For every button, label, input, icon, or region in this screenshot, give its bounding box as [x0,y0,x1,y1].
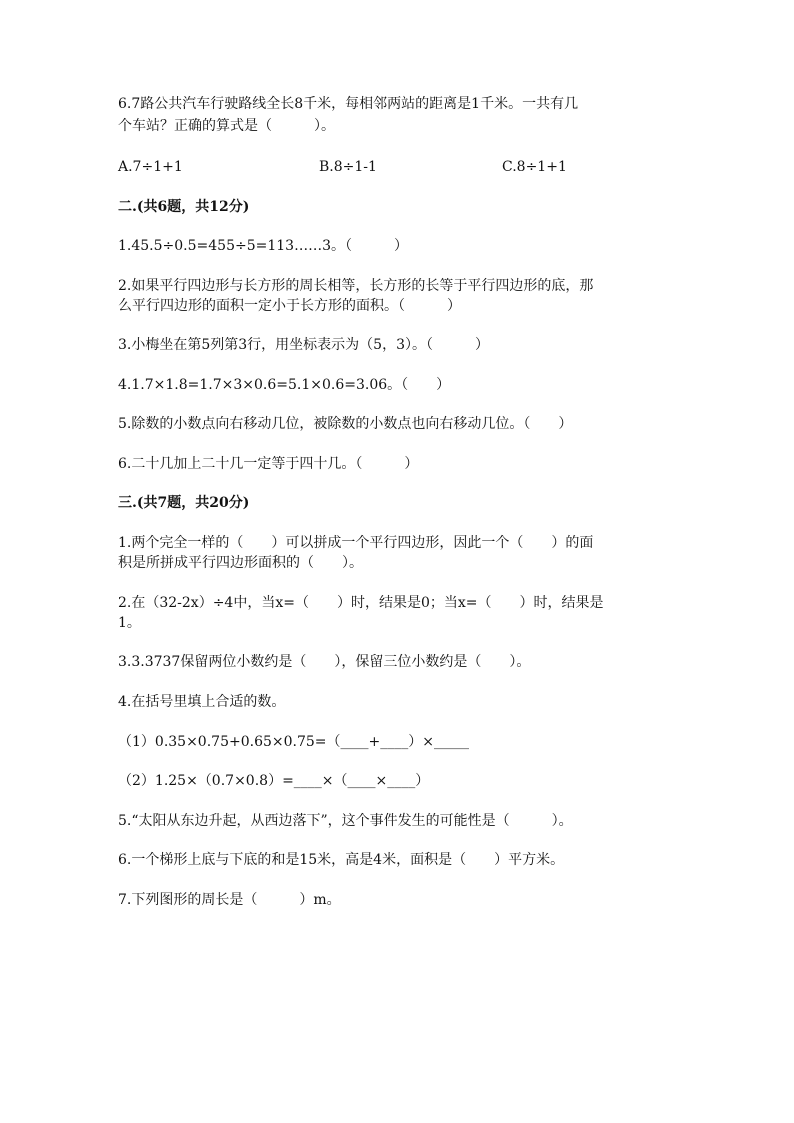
section-3-item-1-line-2: 积是所拼成平行四边形面积的（ ）。 [118,555,363,571]
section-2-item-1: 1.45.5÷0.5=455÷5=113……3。（ ） [118,238,408,254]
section-2-title: 二.(共6题，共12分) [118,199,250,215]
question-6-line-2: 个车站？正确的算式是（ ）。 [118,118,335,134]
section-3-item-6: 6.一个梯形上底与下底的和是15米，高是4米，面积是（ ）平方米。 [118,852,565,868]
section-3-title: 三.(共7题，共20分) [118,495,250,511]
section-3-item-5: 5.“太阳从东边升起，从西边落下”，这个事件发生的可能性是（ ）。 [118,813,573,829]
section-2-item-2-line-1: 2.如果平行四边形与长方形的周长相等，长方形的长等于平行四边形的底，那 [118,278,594,294]
section-3-item-7: 7.下列图形的周长是（ ）m。 [118,892,341,908]
option-a: A.7÷1+1 [118,159,183,175]
section-3-item-4: 4.在括号里填上合适的数。 [118,694,286,710]
section-2-item-5: 5.除数的小数点向右移动几位，被除数的小数点也向右移动几位。（ ） [118,416,573,432]
section-2-item-3: 3.小梅坐在第5列第3行，用坐标表示为（5，3）。（ ） [118,337,489,353]
section-2-item-2-line-2: 么平行四边形的面积一定小于长方形的面积。（ ） [118,298,461,314]
option-c: C.8÷1+1 [502,159,567,175]
section-3-item-1-line-1: 1.两个完全一样的（ ）可以拼成一个平行四边形，因此一个（ ）的面 [118,535,594,551]
option-b: B.8÷1-1 [319,159,377,175]
question-6-line-1: 6.7路公共汽车行驶路线全长8千米，每相邻两站的距离是1千米。一共有几 [118,96,579,112]
section-3-item-4-sub-2: （2）1.25×（0.7×0.8）=____×（____×____） [118,773,430,789]
section-2-item-4: 4.1.7×1.8=1.7×3×0.6=5.1×0.6=3.06。（ ） [118,377,451,393]
section-3-item-4-sub-1: （1）0.35×0.75+0.65×0.75=（____+____）×_____ [118,734,469,750]
section-2-item-6: 6.二十几加上二十几一定等于四十几。（ ） [118,456,419,472]
section-3-item-2-line-2: 1。 [118,615,141,631]
section-3-item-3: 3.3.3737保留两位小数约是（ ），保留三位小数约是（ ）。 [118,654,531,670]
section-3-item-2-line-1: 2.在（32-2x）÷4中，当x=（ ）时，结果是0；当x=（ ）时，结果是 [118,595,604,611]
